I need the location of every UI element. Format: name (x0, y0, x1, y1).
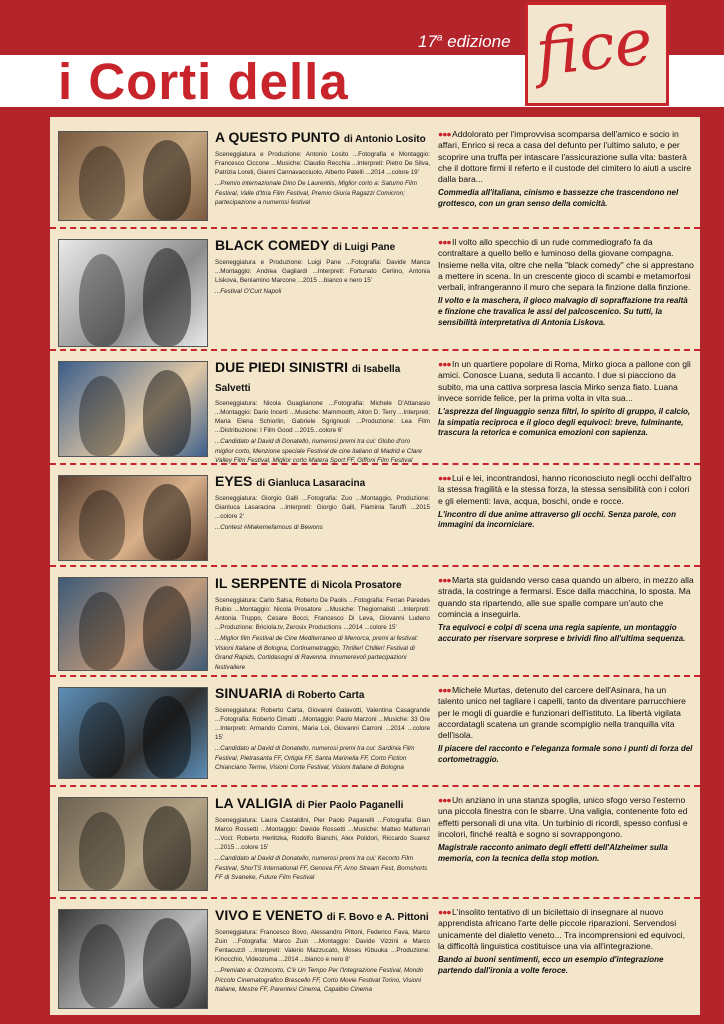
bullet-dots-icon: ●●● (438, 359, 452, 369)
film-synopsis: Un anziano in una stanza spoglia, unico sfogo verso l'esterno una piccola finestra con le sbarre. Una valigia, contenente foto ed effetti personali di una vita. Un turbinio di ricordi, spesso confusi e incolori, finché realtà e sogno si sovrappongono. (438, 795, 688, 839)
film-awards: ...Contest #Makemefamous di Bewons (215, 524, 323, 531)
film-title-line (215, 129, 430, 148)
figure-shape (79, 592, 125, 670)
dashed-divider (50, 897, 700, 899)
film-title-line (215, 359, 430, 397)
dashed-divider (50, 785, 700, 787)
figure-shape (143, 140, 191, 220)
film-still (58, 577, 208, 671)
figure-shape (79, 490, 125, 560)
film-director: di F. Bovo e A. Pittoni (326, 912, 429, 923)
film-still (58, 687, 208, 779)
film-info (215, 685, 430, 773)
edition-superscript: a (436, 32, 443, 44)
film-awards: ...Candidato al David di Donatello, numerosi premi tra cui: Kecorto Film Festival, ShorTS International FF, Genova FF, Arno Stream Fest, Bornshorts FF di Svaneke, Future Film Festival (215, 855, 428, 881)
film-still (58, 361, 208, 457)
film-credits: Sceneggiatura e Produzione: Luigi Pane ...Fotografia: Davide Manca ...Montaggio: Andrea Gagliardi ...Interpreti: Fortunato Cerlino, Antonia Liskova, Beniamino Marcone ...2015 ...bianco e nero 15' (215, 259, 430, 284)
film-synopsis-block (438, 359, 694, 404)
film-comment: L'asprezza del linguaggio senza filtri, lo spirito di gruppo, il calcio, la simpatia reciproca e il gioco degli equivoci: breve, fulminante, trascura la retorica e comunica emozioni con sapienza. (438, 407, 691, 438)
film-credits: Sceneggiatura: Nicola Guaglianone ...Fotografia: Michele D'Attanasio ...Montaggio: Dario Incerti ...Musiche: Mammooth, Alton D. Terry ...Interpreti: Maria Elena Schiorlin, Gabriele Sgrignuoli ...Produzione: Lea Film ...Distribuzione: I Film Good ...2015...colore 6' (215, 400, 430, 434)
dashed-divider (50, 349, 700, 351)
film-title: LA VALIGIA (215, 795, 293, 811)
film-awards: ...Miglior film Festival de Cine Mediterraneo di Menorca, premi ai festival: Visioni Italiane di Bologna, Cortinametraggio, Thriller! Chiller! Festival di Grand Rapids, Cortidasogni di Ravenna. Innumerevoli partecipazioni festivaliere (215, 635, 418, 671)
film-description (438, 473, 694, 531)
film-info (215, 359, 430, 466)
dashed-divider (50, 227, 700, 229)
film-title-line (215, 907, 430, 926)
film-still (58, 475, 208, 561)
film-still (58, 797, 208, 891)
film-entry (50, 569, 700, 671)
header (0, 0, 724, 118)
film-description (438, 129, 694, 210)
film-entry (50, 789, 700, 893)
page-title: i Corti della (58, 53, 349, 110)
film-synopsis: Addolorato per l'improvvisa scomparsa dell'amico e socio in affari, Enrico si reca a casa del defunto per l'ultimo saluto, e per scoprire una truffa per intascare l'assicurazione sulla vita: basterà che il dottore firmi il referto e il custode del cimitero lo aiuti a uscire dalla bara... (438, 129, 692, 185)
edition-label (418, 32, 511, 52)
film-synopsis: L'insolito tentativo di un bicilettaio di insegnare al nuovo apprendista africano l'arte delle piccole riparazioni. Servendosi unicamente del dialetto veneto... Tra incomprensioni ed equivoci, la difficoltà linguistica costituisce una via all'integrazione. (438, 907, 685, 951)
film-title-line (215, 795, 430, 814)
film-director: di Antonio Losito (343, 134, 426, 145)
film-director: di Nicola Prosatore (310, 580, 402, 591)
dashed-divider (50, 565, 700, 567)
film-title: VIVO E VENETO (215, 907, 323, 923)
figure-shape (79, 254, 125, 346)
film-description (438, 907, 694, 976)
film-synopsis-block (438, 473, 694, 507)
film-awards: ...Candidato al David di Donatello, numerosi premi tra cui: Sardinia Film Festival, Pietrasanta FF, Ortigia FF, Santa Marinella FF, Corto Fiction Chianciano Terme, Visioni Corte Festival, Visioni Italiane di Bologna (215, 745, 415, 771)
figure-shape (143, 484, 191, 560)
film-credits: Sceneggiatura: Roberto Carta, Giovanni Galavotti, Valentina Casagrande ...Fotografia: Roberto Cimatti ...Montaggio: Paolo Marzoni ...Musiche: 33 Ore ...Interpreti: Armando Comini, Maria Loi, Giovanni Carroni ...2014 ...colore 15' (215, 707, 430, 741)
bullet-dots-icon: ●●● (438, 473, 452, 483)
film-director: di Gianluca Lasaracina (256, 478, 366, 489)
film-title: EYES (215, 473, 253, 489)
film-info (215, 795, 430, 883)
film-title-line (215, 473, 430, 492)
film-entry (50, 231, 700, 345)
film-credits: Sceneggiatura e Produzione: Antonio Losito ...Fotografia e Montaggio: Francesco Ciccone ...Musiche: Claudio Recchia ...Interpreti: Pietro De Silva, Patrizia Loreti, Gianni Cannavacciuolo, Alberto Patelli ...2014 ...colore 19' (215, 151, 430, 176)
film-director: di Pier Paolo Paganelli (296, 800, 404, 811)
figure-shape (79, 812, 125, 890)
bullet-dots-icon: ●●● (438, 907, 452, 917)
figure-shape (143, 806, 191, 890)
figure-shape (143, 696, 191, 778)
film-synopsis: In un quartiere popolare di Roma, Mirko gioca a pallone con gli amici. Conosce Luana, seduta lì accanto. I due si piacciono da subito, ma una cattiva sorpresa lascia Mirko senza fiato. Luana invece sorride felice, per la prima volta in vita sua... (438, 359, 691, 403)
film-title: BLACK COMEDY (215, 237, 330, 253)
film-director: di Luigi Pane (332, 242, 396, 253)
film-title-line (215, 575, 430, 594)
film-title: IL SERPENTE (215, 575, 307, 591)
film-entry (50, 353, 700, 464)
bullet-dots-icon: ●●● (438, 685, 452, 695)
film-still (58, 909, 208, 1009)
fice-logo (525, 2, 669, 106)
film-comment: L'incontro di due anime attraverso gli occhi. Senza parole, con immagini da incorniciare. (438, 509, 676, 530)
figure-shape (79, 924, 125, 1008)
film-still (58, 239, 208, 347)
film-list (50, 117, 700, 1015)
film-synopsis: Michele Murtas, detenuto del carcere dell'Asinara, ha un talento unico nel tagliare i capelli, tanto da diventare parrucchiere per le mogli di guardie e funzionari dell'istituto. La libertà vigilata accordatagli scatena un grande scompiglio nella tranquilla vita dell'isola. (438, 685, 686, 741)
film-description (438, 359, 694, 439)
film-comment: Bando ai buoni sentimenti, ecco un esempio d'integrazione partendo dall'ironia a volte feroce. (438, 955, 664, 975)
film-entry (50, 123, 700, 223)
film-synopsis: Lui e lei, incontrandosi, hanno riconosciuto negli occhi dell'altro la stessa fragilità e la stessa forza, la stessa sensibilità con i colori e gli elementi: lava, acqua, boschi, onde e rocce. (438, 473, 692, 506)
film-synopsis-block (438, 237, 694, 293)
film-title: SINUARIA (215, 685, 283, 701)
film-comment: Il volto e la maschera, il gioco malvagio di sopraffazione tra realtà e finzione che travalica le assi del palcoscenico. Su tutti, la sensibilità interpretativa di Antonia Liskova. (438, 296, 688, 327)
film-comment: Il piacere del racconto e l'eleganza formale sono i punti di forza del cortometraggio. (438, 744, 693, 765)
film-description (438, 575, 694, 644)
film-info (215, 473, 430, 533)
bullet-dots-icon: ●●● (438, 575, 452, 585)
bullet-dots-icon: ●●● (438, 129, 452, 139)
film-comment: Tra equivoci e colpi di scena una regia sapiente, un montaggio accurato per riservare sorprese e brividi fino all'ultima sequenza. (438, 623, 686, 643)
film-info (215, 129, 430, 208)
figure-shape (79, 146, 125, 220)
film-entry (50, 679, 700, 781)
figure-shape (143, 370, 191, 456)
film-title-line (215, 237, 430, 256)
film-entry (50, 901, 700, 1011)
film-comment: Commedia all'italiana, cinismo e bassezze che trascendono nel grottesco, con un gran senso della comicità. (438, 188, 679, 209)
film-awards: ...Festival O'Curt Napoli (215, 288, 282, 295)
film-awards: ...Premio internazionale Dino De Laurentiis, Miglior corto a: Saturno Film Festival, Valle d'Itria Film Festival, Premio Giuria Ragazzi Comicron; partecipazione a numerosi festival (215, 180, 417, 206)
film-description (438, 685, 694, 766)
film-description (438, 795, 694, 864)
film-synopsis-block (438, 795, 694, 840)
film-awards: ...Premiato a: Orzincorto, C'è Un Tempo Per l'Integrazione Festival, Mondo Piccolo Cinematografico Brescello FF, Corto Movie Festival Torino, Visioni Italiane, Mestre FF, Parentesi Cinema, Capalbio Cinema (215, 967, 424, 993)
film-credits: Sceneggiatura: Laura Castaldini, Pier Paolo Paganelli ...Fotografia: Gian Marco Rossetti ...Montaggio: Davide Rossetti ...Musiche: Matteo Malferrari ...Voci: Roberto Herlitzka, Rodolfo Bianchi, Alex Polidori, Riccardo Suarez ...2015 ...colore 15' (215, 817, 430, 851)
film-still (58, 131, 208, 221)
edition-word: edizione (442, 32, 511, 51)
bullet-dots-icon: ●●● (438, 795, 452, 805)
figure-shape (143, 248, 191, 346)
film-info (215, 575, 430, 672)
film-awards: ...Candidato al David di Donatello, numerosi premi tra cui: Globo d'oro miglior corto, Menzione speciale Festival de cine italiano di Madrid e Clare Valley Film Festival, Miglior corto Matera Sport FF, Giffoni Film Festival (215, 438, 422, 464)
fice-logo-text: fice (532, 5, 656, 91)
film-credits: Sceneggiatura: Carlo Salsa, Roberto De Paolis ...Fotografia: Ferran Paredes Rubio ...Montaggio: Nicola Prosatore ...Musiche: Thegiornalisti ...Interpreti: Antonia Truppo, Cesare Bocci, Francesco Di Leva, Giovanni Ludeno ...Produzione: Briciola.tv, Zerosix Productions ...2014 ...colore 15' (215, 597, 430, 631)
film-synopsis-block (438, 685, 694, 741)
film-description (438, 237, 694, 328)
edition-number: 17 (418, 32, 437, 51)
figure-shape (143, 586, 191, 670)
film-director: di Isabella Salvetti (215, 364, 401, 394)
film-synopsis-block (438, 129, 694, 185)
film-title-line (215, 685, 430, 704)
figure-shape (143, 918, 191, 1008)
film-title: DUE PIEDI SINISTRI (215, 359, 349, 375)
film-synopsis: Marta sta guidando verso casa quando un albero, in mezzo alla strada, la costringe a fermarsi. Esce dalla macchina, lo sposta. Ma quando sta ripartendo, alle sue spalle compare un'auto che comincia a inseguirla. (438, 575, 694, 619)
film-info (215, 907, 430, 995)
film-synopsis-block (438, 575, 694, 620)
figure-shape (79, 702, 125, 778)
film-synopsis: Il volto allo specchio di un rude commediografo fa da contraltare a quello bello e luminoso della giovane compagna. Insieme nella vita, oltre che nella "black comedy" che si apprestano a mettere in scena. In un crescente gioco di scambi e metamorfosi verbali, infrangeranno il muro che separa la finzione dalla finzione. (438, 237, 694, 293)
film-title: A QUESTO PUNTO (215, 129, 340, 145)
film-credits: Sceneggiatura: Francesco Bovo, Alessandro Pittoni, Federico Fava, Marco Zuin ...Fotografia: Marco Zuin ...Montaggio: Davide Vizzini e Marco Fentacuzzi ...Interpreti: Valerio Mazzucato, Moses Kibuuka ...Produzione: Kinocchio, Videozuma ...2014 ...bianco e nero 8' (215, 929, 430, 963)
film-credits: Sceneggiatura: Giorgio Galli ...Fotografia: Zuo ...Montaggio, Produzione: Gianluca Lasaracina ...Interpreti: Giorgio Galli, Flaminia Taruffi ...2015 ...colore 2' (215, 495, 430, 520)
bullet-dots-icon: ●●● (438, 237, 452, 247)
film-director: di Roberto Carta (286, 690, 365, 701)
figure-shape (79, 376, 125, 456)
film-synopsis-block (438, 907, 694, 952)
dashed-divider (50, 463, 700, 465)
film-entry (50, 467, 700, 561)
film-comment: Magistrale racconto animato degli effetti dell'Alzheimer sulla memoria, con la tecnica della stop motion. (438, 843, 668, 863)
dashed-divider (50, 675, 700, 677)
film-info (215, 237, 430, 297)
